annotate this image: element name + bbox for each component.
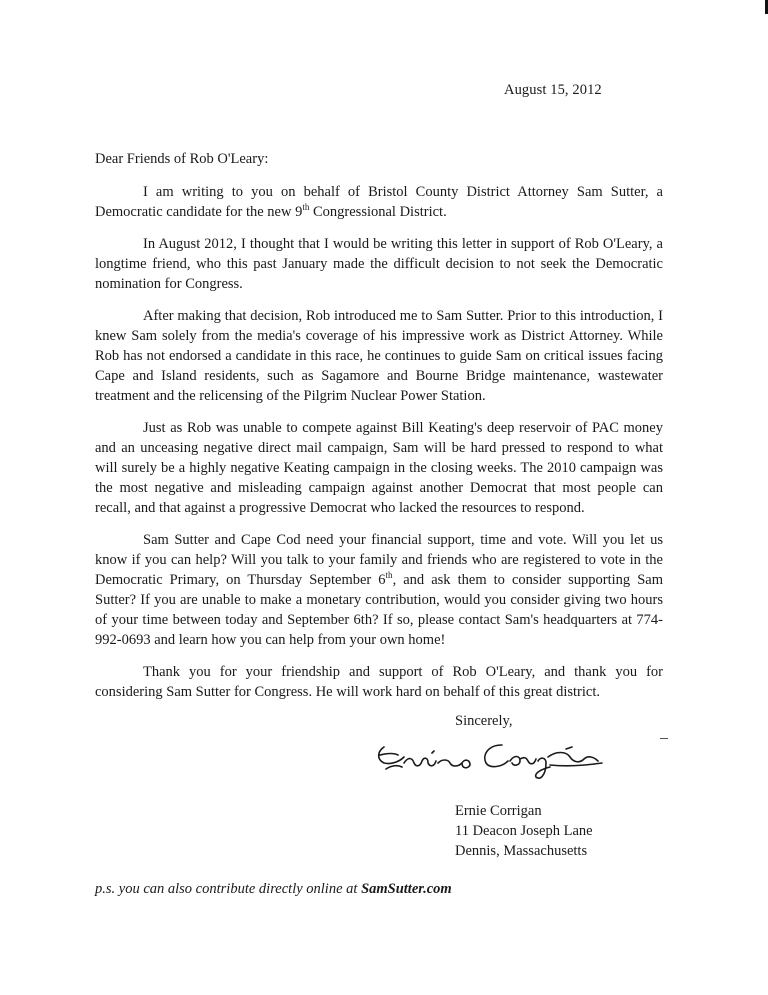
- paragraph-5-text-b: , and ask them to consider supporting Sam Sutter? If you are unable to make a monetary contribution, would you consider giving two hours of your time between today and September 6th? If so, please contact Sam's headquarters at 774-992-0693 and learn how you can help from your own home!: [95, 572, 663, 648]
- sender-block: [455, 801, 593, 861]
- handwritten-signature: [370, 735, 610, 785]
- sender-city: Dennis, Massachusetts: [455, 843, 588, 859]
- paragraph-1-text-a: I am writing to you on behalf of Bristol County District Attorney Sam Sutter, a Democratic candidate for the new 9: [95, 184, 663, 220]
- paragraph-5: [95, 530, 663, 650]
- paragraph-5-text-a: Sam Sutter and Cape Cod need your financial support, time and vote. Will you let us know if you can help? Will you talk to your family and friends who are registered to vote in the Democratic Primary, on Thursday September 6: [95, 532, 663, 588]
- paragraph-1: [95, 182, 663, 222]
- postscript-text: p.s. you can also contribute directly online at: [95, 881, 362, 897]
- postscript: [95, 881, 452, 898]
- ordinal-suffix: th: [302, 202, 310, 213]
- paragraph-2: In August 2012, I thought that I would be writing this letter in support of Rob O'Leary, a longtime friend, who this past January made the difficult decision to not seek the Democratic nomination for Congress.: [95, 236, 663, 292]
- letter-body: [95, 182, 663, 714]
- salutation: Dear Friends of Rob O'Leary:: [95, 151, 269, 167]
- stray-mark: [660, 738, 668, 739]
- sender-name: Ernie Corrigan: [455, 803, 542, 819]
- ordinal-suffix: th: [385, 570, 393, 581]
- letter-date: August 15, 2012: [504, 82, 602, 98]
- paragraph-1-text-b: Congressional District.: [309, 204, 447, 220]
- paragraph-6: Thank you for your friendship and support of Rob O'Leary, and thank you for considering Sam Sutter for Congress. He will work hard on behalf of this great district.: [95, 664, 663, 700]
- sender-street: 11 Deacon Joseph Lane: [455, 823, 593, 839]
- postscript-website: SamSutter.com: [361, 881, 452, 897]
- paragraph-4: Just as Rob was unable to compete against Bill Keating's deep reservoir of PAC money and an unceasing negative direct mail campaign, Sam will be hard pressed to respond to what will surely be a highly negative Keating campaign in the closing weeks. The 2010 campaign was the most negative and misleading campaign against another Democrat that most people can recall, and that against a progressive Democrat who lacked the resources to respond.: [95, 420, 663, 516]
- paragraph-3: After making that decision, Rob introduced me to Sam Sutter. Prior to this introduction, I knew Sam solely from the media's coverage of his impressive work as District Attorney. While Rob has not endorsed a candidate in this race, he continues to guide Sam on critical issues facing Cape and Island residents, such as Sagamore and Bourne Bridge maintenance, wastewater treatment and the relicensing of the Pilgrim Nuclear Power Station.: [95, 308, 663, 404]
- closing: Sincerely,: [455, 713, 513, 729]
